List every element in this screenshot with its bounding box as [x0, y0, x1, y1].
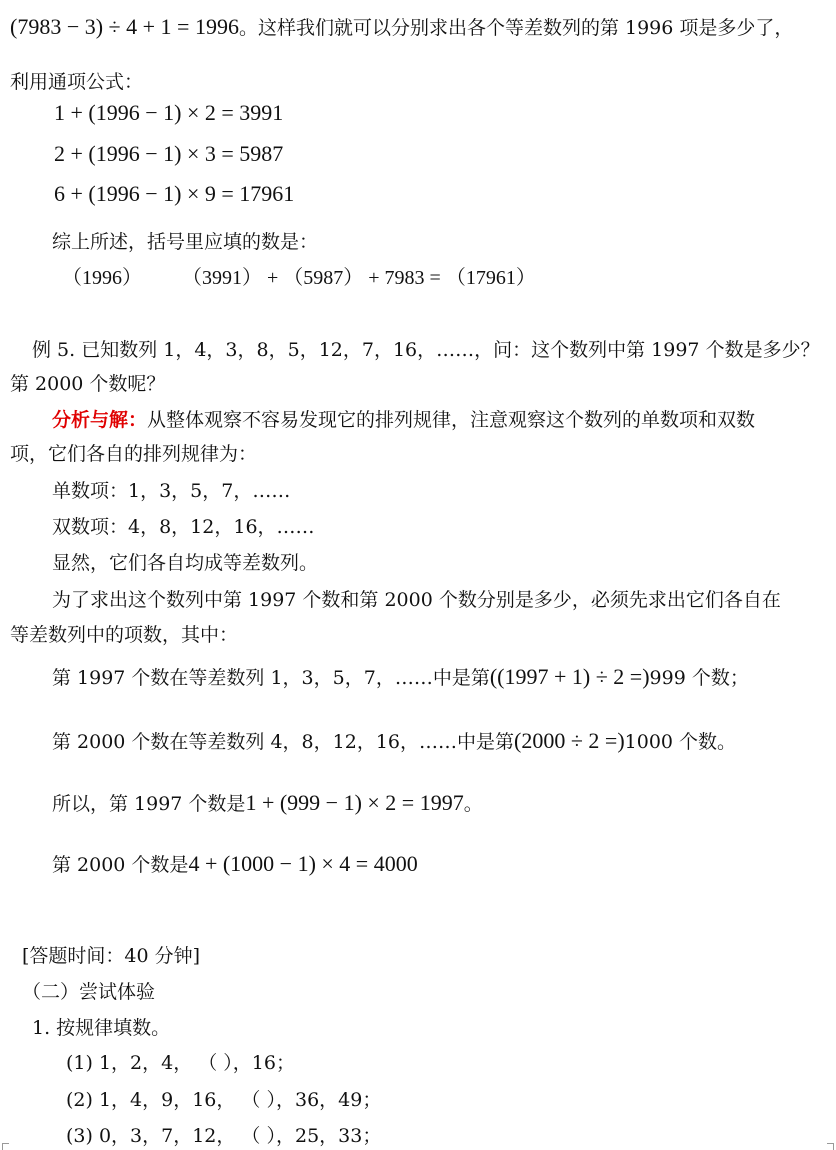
- text-run: 1000 个数。: [624, 731, 737, 753]
- answer-2000-line: [52, 852, 418, 877]
- text-run: 所以，第 1997 个数是: [52, 793, 246, 815]
- section-heading: （二）尝试体验: [22, 981, 156, 1003]
- obviously: 显然，它们各自均成等差数列。: [52, 552, 319, 574]
- math-expression: (2000 ÷ 2 =): [514, 728, 625, 753]
- top-formula-line: [10, 15, 793, 40]
- formula-3: 6 + (1996 − 1) × 9 = 17961: [54, 181, 295, 206]
- text-run: 999 个数；: [649, 667, 749, 689]
- even-terms: 双数项：4，8，12，16，……: [52, 516, 315, 538]
- text-run: 。这样我们就可以分别求出各个等差数列的第 1996 项是多少了，: [238, 17, 794, 39]
- text-run: 第 2000 个数是: [52, 854, 189, 876]
- page-corner-mark: [2, 1143, 9, 1150]
- term-1997-line: [52, 665, 749, 690]
- question-1-part-3: (3) 0，3，7，12， （ ），25，33；: [66, 1125, 382, 1147]
- term-2000-line: [52, 729, 736, 754]
- math-expression: (7983 − 3) ÷ 4 + 1 = 1996: [10, 14, 239, 39]
- example-5-line2: 第 2000 个数呢？: [10, 373, 166, 395]
- analysis-line1: [52, 408, 755, 432]
- text-run: 第 2000 个数在等差数列 4，8，12，16，……中是第: [52, 731, 515, 753]
- summary-answer: （1996） （3991） + （5987） + 7983 = （17961）: [62, 267, 536, 289]
- text-run: 从整体观察不容易发现它的排列规律，注意观察这个数列的单数项和双数: [147, 409, 756, 431]
- question-1-part-2: (2) 1，4，9，16， （ ），36，49；: [66, 1089, 382, 1111]
- find-line1: 为了求出这个数列中第 1997 个数和第 2000 个数分别是多少，必须先求出它们各自在: [52, 589, 781, 611]
- math-expression: 1 + (999 − 1) × 2 = 1997: [245, 790, 464, 815]
- formula-2: 2 + (1996 − 1) × 3 = 5987: [54, 141, 284, 166]
- formula-1: 1 + (1996 − 1) × 2 = 3991: [54, 100, 284, 125]
- answer-time: [答题时间：40 分钟]: [22, 945, 201, 967]
- question-1: 1. 按规律填数。: [32, 1017, 171, 1039]
- find-line2: 等差数列中的项数，其中：: [10, 624, 239, 646]
- analysis-label: 分析与解：: [52, 409, 148, 431]
- math-expression: 4 + (1000 − 1) × 4 = 4000: [188, 851, 418, 876]
- math-expression: ((1997 + 1) ÷ 2 =): [489, 664, 650, 689]
- summary-heading: 综上所述，括号里应填的数是：: [52, 231, 319, 253]
- text-run: 。: [463, 793, 483, 815]
- question-1-part-1: (1) 1，2，4， （ ），16；: [66, 1052, 295, 1074]
- analysis-line2: 项，它们各自的排列规律为：: [10, 443, 258, 465]
- formula-intro: 利用通项公式：: [10, 71, 144, 93]
- odd-terms: 单数项：1，3，5，7，……: [52, 480, 291, 502]
- text-run: 第 1997 个数在等差数列 1，3，5，7，……中是第: [52, 667, 490, 689]
- page-corner-mark: [827, 1143, 834, 1150]
- example-5-line1: 例 5. 已知数列 1，4，3，8，5，12，7，16，……，问：这个数列中第 1997 个数是多少？: [32, 339, 820, 361]
- answer-1997-line: [52, 791, 483, 816]
